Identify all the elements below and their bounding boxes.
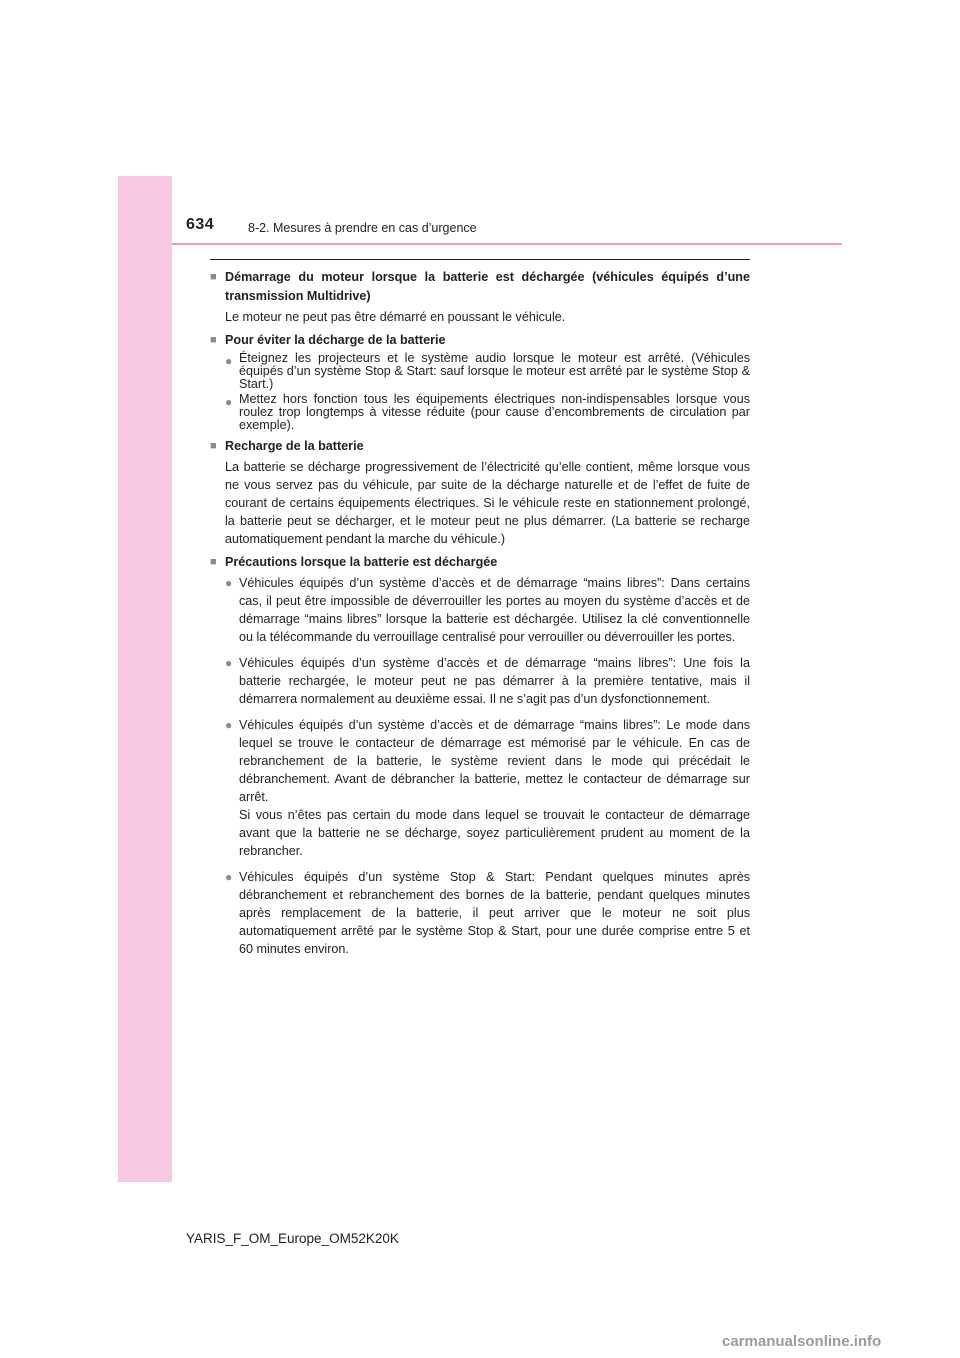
round-bullet-icon: ● — [225, 718, 233, 732]
list-item: ● Véhicules équipés d’un système d’accès et de démarrage “mains libres”: Une fois la batterie rechargée, le moteur peut ne pas démarrer à la première tentative, mais il démarrera normalement au deuxième essai. Il ne s’agit pas d’un dysfonctionnement. — [225, 656, 750, 706]
section-start-discharged — [210, 268, 750, 326]
section-heading: ■ Pour éviter la décharge de la batterie — [210, 331, 750, 350]
round-bullet-icon: ● — [225, 656, 233, 670]
section-heading: ■ Démarrage du moteur lorsque la batterie est déchargée (véhicules équipés d’une transmission Multidrive) — [210, 268, 750, 306]
header-divider — [172, 243, 842, 245]
chapter-title: 8-2. Mesures à prendre en cas d’urgence — [248, 221, 477, 235]
list-item — [225, 716, 750, 860]
square-bullet-icon: ■ — [210, 334, 217, 346]
section-recharge — [210, 437, 750, 548]
list-item-continuation: Si vous n’êtes pas certain du mode dans lequel se trouvait le contacteur de démarrage avant que la batterie ne se décharge, soyez particulièrement prudent au moment de la rebrancher. — [239, 808, 750, 858]
section-heading: ■ Précautions lorsque la batterie est déchargée — [210, 553, 750, 572]
content-top-rule — [210, 259, 750, 260]
round-bullet-icon: ● — [225, 576, 233, 590]
side-color-band — [118, 176, 172, 1182]
section-precautions — [210, 553, 750, 958]
section-paragraph: Le moteur ne peut pas être démarré en poussant le véhicule. — [225, 310, 566, 324]
section-paragraph: La batterie se décharge progressivement de l’électricité qu’elle contient, même lorsque vous ne vous servez pas du véhicule, par suite de la décharge naturelle et de l’effet de fuite de courant de certains équipements électriques. Si le véhicule reste en stationnement prolongé, la batterie peut se décharger, et le moteur peut ne plus démarrer. (La batterie se recharge automatiquement pendant la marche du véhicule.) — [225, 460, 750, 546]
round-bullet-icon: ● — [225, 395, 233, 409]
watermark: carmanualsonline.info — [722, 1333, 882, 1350]
round-bullet-icon: ● — [225, 870, 233, 884]
page-content — [210, 268, 750, 963]
page-number: 634 — [186, 216, 215, 233]
square-bullet-icon: ■ — [210, 440, 217, 452]
square-bullet-icon: ■ — [210, 556, 217, 568]
list-item: ● Véhicules équipés d’un système d’accès et de démarrage “mains libres”: Dans certains cas, il peut être impossible de déverrouiller les portes au moyen du système d’accès et de démarrage “mains libres” lorsque la batterie est déchargée. Utilisez la clé conventionnelle ou la télécommande du verrouillage centralisé pour verrouiller ou déverrouiller les portes. — [225, 576, 750, 644]
list-item: ● Mettez hors fonction tous les équipements électriques non-indispensables lorsque vous roulez trop longtemps à vitesse réduite (pour cause d’encombrements de circulation par exemple). — [225, 392, 750, 432]
list-item-text: Véhicules équipés d’un système d’accès et de démarrage “mains libres”: Le mode dans lequel se trouve le contacteur de démarrage est mémorisé par le véhicule. En cas de rebranchement de la batterie, le système revient dans le mode qui précédait le débranchement. Avant de débrancher la batterie, mettez le contacteur de démarrage sur arrêt. — [239, 718, 750, 804]
square-bullet-icon: ■ — [210, 271, 217, 283]
round-bullet-icon: ● — [225, 354, 233, 368]
section-heading: ■ Recharge de la batterie — [210, 437, 750, 456]
list-item: ● Éteignez les projecteurs et le système audio lorsque le moteur est arrêté. (Véhicules équipés d’un système Stop & Start: sauf lorsque le moteur est arrêté par le système Stop & Start.) — [225, 351, 750, 391]
list-item: ● Véhicules équipés d’un système Stop & Start: Pendant quelques minutes après débranchement et rebranchement des bornes de la batterie, pendant quelques minutes après remplacement de la batterie, il peut arriver que le moteur ne soit plus automatiquement arrêté par le système Stop & Start, pour une durée comprise entre 5 et 60 minutes environ. — [225, 870, 750, 956]
document-code: YARIS_F_OM_Europe_OM52K20K — [186, 1231, 399, 1246]
section-avoid-discharge — [210, 331, 750, 432]
